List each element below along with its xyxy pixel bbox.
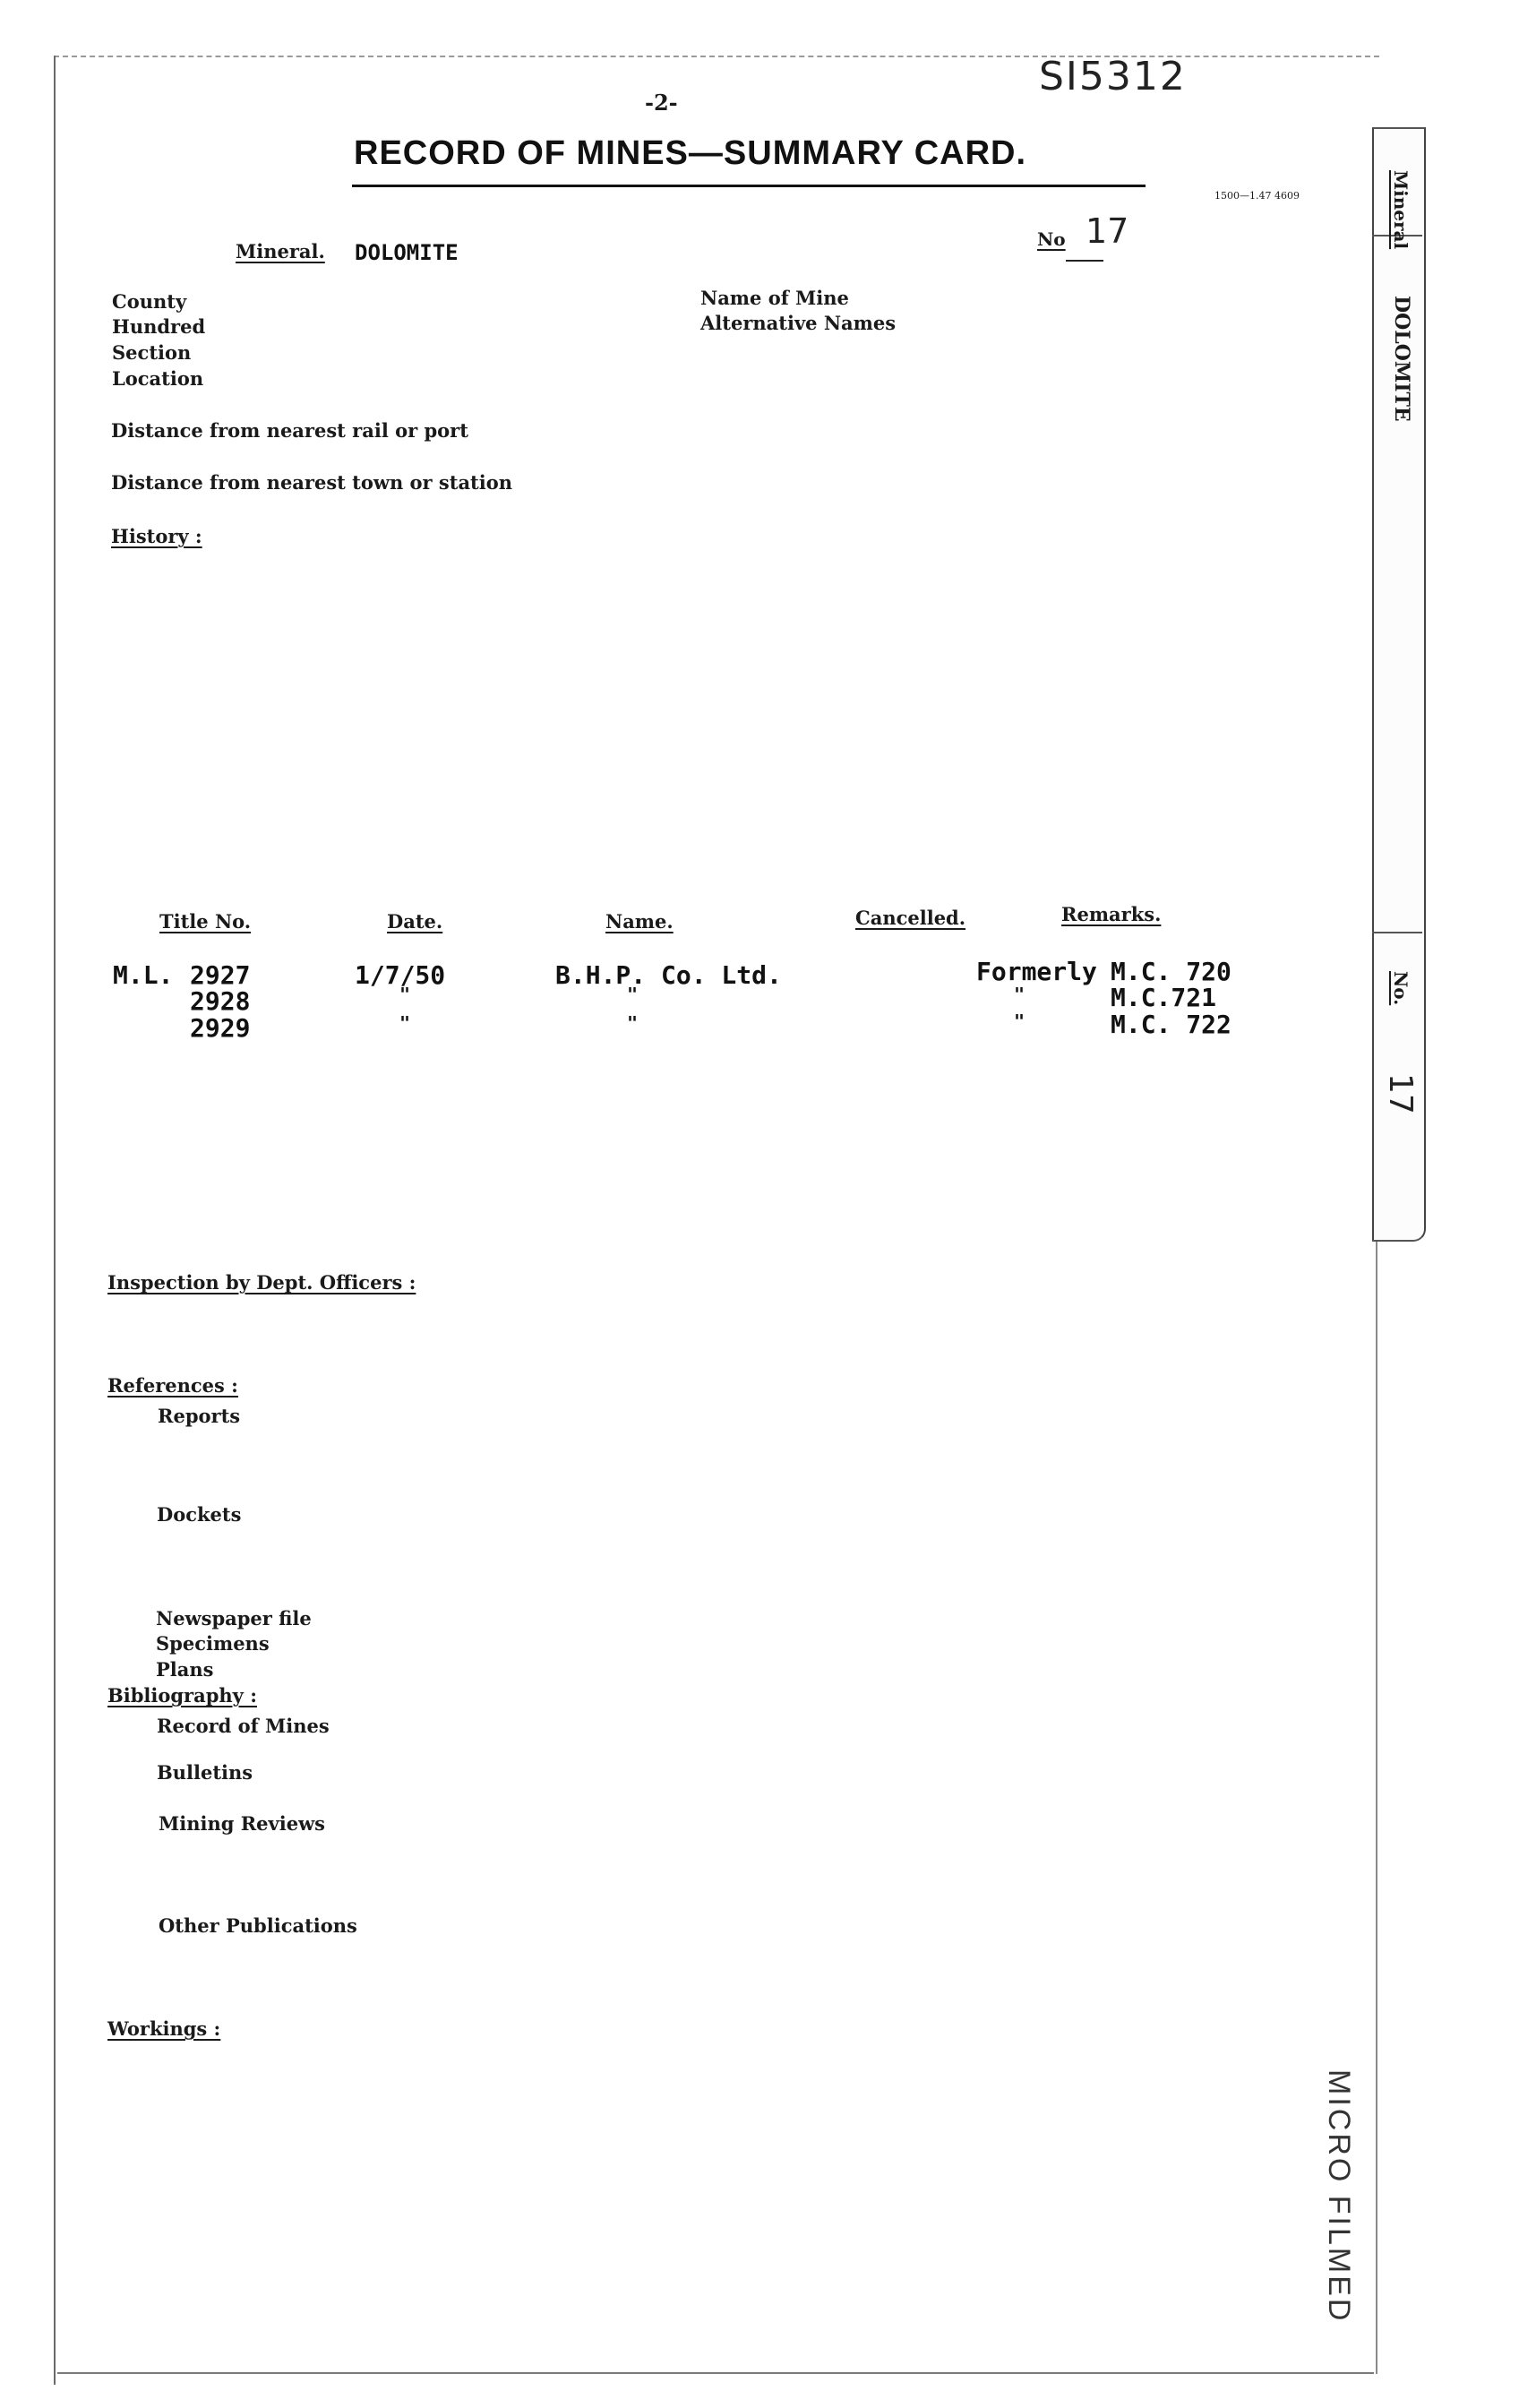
row-name: " bbox=[627, 984, 639, 1005]
row-remark-word: " bbox=[1014, 1010, 1026, 1032]
tab-no-label: No. bbox=[1390, 971, 1412, 1006]
row-remark-word: " bbox=[1014, 984, 1026, 1005]
row-remark-ref: M.C. 720 bbox=[1111, 957, 1232, 986]
distance-town-station-label: Distance from nearest town or station bbox=[111, 471, 513, 494]
col-header-date: Date. bbox=[387, 910, 443, 933]
card-right-edge bbox=[1376, 1236, 1377, 2374]
record-of-mines-label: Record of Mines bbox=[157, 1715, 330, 1737]
handwritten-ref-number: SI5312 bbox=[1039, 54, 1187, 99]
card-title: RECORD OF MINES—SUMMARY CARD. bbox=[354, 134, 1027, 172]
row-date: " bbox=[399, 984, 411, 1005]
section-label: Section bbox=[112, 341, 192, 364]
inspection-label: Inspection by Dept. Officers : bbox=[107, 1271, 416, 1294]
other-publications-label: Other Publications bbox=[159, 1914, 357, 1937]
tab-divider bbox=[1372, 932, 1422, 933]
mineral-value: DOLOMITE bbox=[355, 240, 459, 265]
hundred-label: Hundred bbox=[112, 315, 206, 338]
print-code: 1500—1.47 4609 bbox=[1214, 190, 1300, 202]
distance-rail-port-label: Distance from nearest rail or port bbox=[111, 419, 468, 442]
card-bottom-edge bbox=[57, 2372, 1374, 2374]
bibliography-label: Bibliography : bbox=[107, 1684, 257, 1707]
location-label: Location bbox=[112, 367, 204, 390]
row-prefix: M.L. bbox=[113, 960, 174, 990]
mining-reviews-label: Mining Reviews bbox=[159, 1812, 325, 1835]
workings-label: Workings : bbox=[107, 2017, 221, 2040]
history-label: History : bbox=[111, 525, 202, 547]
card-no-label: No bbox=[1037, 228, 1066, 250]
col-header-title-no: Title No. bbox=[159, 910, 252, 933]
newspaper-file-label: Newspaper file bbox=[156, 1607, 312, 1630]
row-name: " bbox=[627, 1012, 639, 1034]
plans-label: Plans bbox=[156, 1658, 214, 1681]
county-label: County bbox=[112, 290, 187, 313]
col-header-cancelled: Cancelled. bbox=[855, 907, 966, 929]
alternative-names-label: Alternative Names bbox=[700, 312, 897, 334]
name-of-mine-label: Name of Mine bbox=[700, 287, 849, 309]
row-date: " bbox=[399, 1012, 411, 1034]
card-no-rule bbox=[1066, 260, 1103, 262]
reports-label: Reports bbox=[158, 1405, 241, 1427]
row-remark-ref: M.C. 722 bbox=[1111, 1010, 1232, 1039]
title-underline bbox=[352, 185, 1146, 187]
row-title-no: 2929 bbox=[190, 1013, 251, 1043]
row-name: B.H.P. Co. Ltd. bbox=[555, 960, 782, 990]
specimens-label: Specimens bbox=[156, 1632, 270, 1655]
row-title-no: 2928 bbox=[190, 986, 251, 1016]
card-no-value: 17 bbox=[1086, 211, 1129, 251]
row-title-no: 2927 bbox=[190, 960, 251, 990]
tab-mineral-label: Mineral bbox=[1390, 170, 1412, 250]
row-remark-word: Formerly bbox=[976, 957, 1097, 986]
bulletins-label: Bulletins bbox=[157, 1761, 253, 1784]
tab-no-value: 17 bbox=[1382, 1073, 1419, 1114]
page-number: -2- bbox=[645, 90, 678, 116]
card-left-edge bbox=[54, 56, 56, 2385]
microfilm-stamp: MICRO FILMED bbox=[1322, 2069, 1356, 2324]
row-remark-ref: M.C.721 bbox=[1111, 983, 1217, 1012]
dockets-label: Dockets bbox=[157, 1503, 242, 1526]
col-header-remarks: Remarks. bbox=[1061, 903, 1162, 925]
references-label: References : bbox=[107, 1374, 238, 1397]
row-date: 1/7/50 bbox=[355, 960, 446, 990]
col-header-name: Name. bbox=[605, 910, 674, 933]
mineral-label: Mineral. bbox=[236, 240, 325, 262]
tab-mineral-value: DOLOMITE bbox=[1390, 296, 1413, 422]
